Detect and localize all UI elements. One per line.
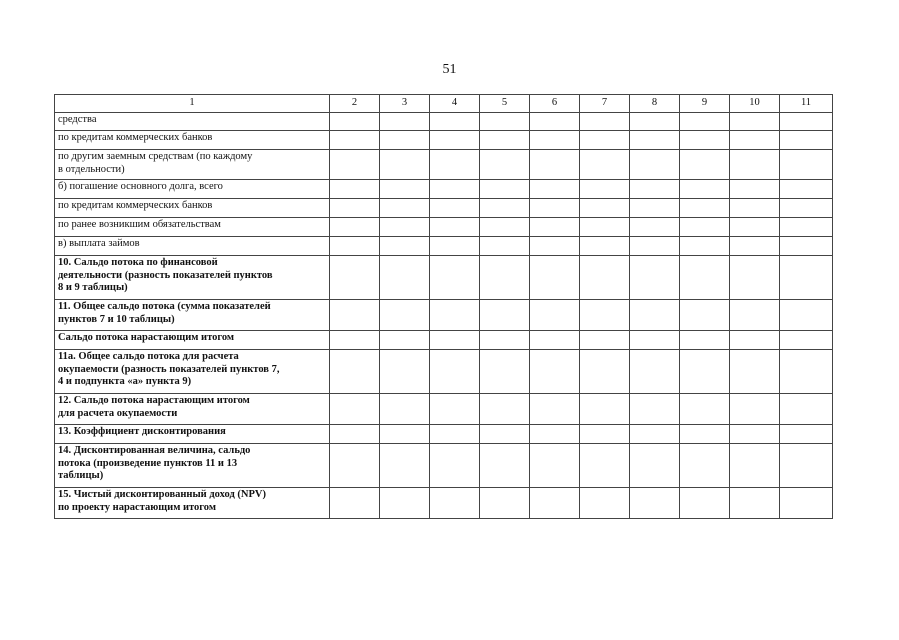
value-cell xyxy=(430,113,480,131)
value-cell xyxy=(380,425,430,444)
value-cell xyxy=(730,150,780,180)
value-cell xyxy=(530,300,580,331)
value-cell xyxy=(330,300,380,331)
value-cell xyxy=(430,131,480,150)
value-cell xyxy=(730,300,780,331)
row-label: средства xyxy=(55,113,330,131)
value-cell xyxy=(380,394,430,425)
value-cell xyxy=(380,300,430,331)
value-cell xyxy=(480,180,530,199)
row-label: 11. Общее сальдо потока (сумма показателей пунктов 7 и 10 таблицы) xyxy=(55,300,330,331)
value-cell xyxy=(430,256,480,300)
value-cell xyxy=(680,256,730,300)
value-cell xyxy=(680,425,730,444)
value-cell xyxy=(680,300,730,331)
table-row xyxy=(55,131,833,150)
value-cell xyxy=(380,150,430,180)
value-cell xyxy=(730,131,780,150)
value-cell xyxy=(630,199,680,218)
value-cell xyxy=(730,425,780,444)
value-cell xyxy=(480,113,530,131)
value-cell xyxy=(780,444,833,488)
value-cell xyxy=(530,350,580,394)
value-cell xyxy=(530,488,580,519)
value-cell xyxy=(480,218,530,237)
column-header: 10 xyxy=(730,95,780,113)
value-cell xyxy=(780,425,833,444)
value-cell xyxy=(480,150,530,180)
value-cell xyxy=(630,488,680,519)
value-cell xyxy=(430,488,480,519)
row-label: по кредитам коммерческих банков xyxy=(55,199,330,218)
value-cell xyxy=(380,488,430,519)
value-cell xyxy=(680,237,730,256)
row-label: б) погашение основного долга, всего xyxy=(55,180,330,199)
value-cell xyxy=(430,350,480,394)
value-cell xyxy=(580,237,630,256)
value-cell xyxy=(780,131,833,150)
value-cell xyxy=(730,444,780,488)
value-cell xyxy=(380,256,430,300)
value-cell xyxy=(730,488,780,519)
column-header: 4 xyxy=(430,95,480,113)
value-cell xyxy=(680,218,730,237)
value-cell xyxy=(330,394,380,425)
value-cell xyxy=(530,331,580,350)
value-cell xyxy=(330,150,380,180)
value-cell xyxy=(430,199,480,218)
value-cell xyxy=(780,488,833,519)
value-cell xyxy=(380,113,430,131)
value-cell xyxy=(580,113,630,131)
column-header: 9 xyxy=(680,95,730,113)
value-cell xyxy=(730,350,780,394)
value-cell xyxy=(480,199,530,218)
value-cell xyxy=(380,350,430,394)
value-cell xyxy=(580,394,630,425)
value-cell xyxy=(430,150,480,180)
value-cell xyxy=(730,394,780,425)
value-cell xyxy=(330,350,380,394)
value-cell xyxy=(530,237,580,256)
value-cell xyxy=(630,394,680,425)
value-cell xyxy=(480,350,530,394)
value-cell xyxy=(580,199,630,218)
value-cell xyxy=(580,300,630,331)
value-cell xyxy=(580,350,630,394)
value-cell xyxy=(380,131,430,150)
row-label: по другим заемным средствам (по каждому в отдельности) xyxy=(55,150,330,180)
value-cell xyxy=(480,237,530,256)
value-cell xyxy=(530,113,580,131)
value-cell xyxy=(480,425,530,444)
value-cell xyxy=(630,256,680,300)
table-row xyxy=(55,350,833,394)
value-cell xyxy=(630,350,680,394)
value-cell xyxy=(680,350,730,394)
value-cell xyxy=(380,180,430,199)
value-cell xyxy=(530,150,580,180)
value-cell xyxy=(580,180,630,199)
value-cell xyxy=(580,131,630,150)
value-cell xyxy=(430,394,480,425)
table-row xyxy=(55,256,833,300)
value-cell xyxy=(780,256,833,300)
column-header: 3 xyxy=(380,95,430,113)
row-label: 14. Дисконтированная величина, сальдо потока (произведение пунктов 11 и 13 таблицы) xyxy=(55,444,330,488)
row-label: 10. Сальдо потока по финансовой деятельности (разность показателей пунктов 8 и 9 таблицы) xyxy=(55,256,330,300)
value-cell xyxy=(580,444,630,488)
value-cell xyxy=(330,180,380,199)
column-header: 11 xyxy=(780,95,833,113)
value-cell xyxy=(630,237,680,256)
value-cell xyxy=(580,425,630,444)
value-cell xyxy=(730,113,780,131)
value-cell xyxy=(730,331,780,350)
table-row xyxy=(55,218,833,237)
value-cell xyxy=(480,331,530,350)
value-cell xyxy=(680,394,730,425)
value-cell xyxy=(580,488,630,519)
row-label: по кредитам коммерческих банков xyxy=(55,131,330,150)
value-cell xyxy=(430,300,480,331)
value-cell xyxy=(630,331,680,350)
value-cell xyxy=(580,150,630,180)
value-cell xyxy=(680,150,730,180)
value-cell xyxy=(430,444,480,488)
value-cell xyxy=(680,180,730,199)
value-cell xyxy=(580,256,630,300)
value-cell xyxy=(680,199,730,218)
value-cell xyxy=(780,199,833,218)
value-cell xyxy=(330,488,380,519)
value-cell xyxy=(580,218,630,237)
header-row xyxy=(55,95,833,113)
table-row xyxy=(55,425,833,444)
value-cell xyxy=(680,131,730,150)
value-cell xyxy=(730,180,780,199)
row-label: 15. Чистый дисконтированный доход (NPV) по проекту нарастающим итогом xyxy=(55,488,330,519)
table-row xyxy=(55,444,833,488)
column-header: 6 xyxy=(530,95,580,113)
row-label: в) выплата займов xyxy=(55,237,330,256)
value-cell xyxy=(730,218,780,237)
value-cell xyxy=(330,425,380,444)
table-body xyxy=(55,113,833,519)
table-row xyxy=(55,199,833,218)
value-cell xyxy=(380,331,430,350)
table-row xyxy=(55,113,833,131)
value-cell xyxy=(430,331,480,350)
column-header: 2 xyxy=(330,95,380,113)
value-cell xyxy=(480,300,530,331)
value-cell xyxy=(780,237,833,256)
value-cell xyxy=(330,331,380,350)
value-cell xyxy=(780,218,833,237)
column-header: 7 xyxy=(580,95,630,113)
value-cell xyxy=(530,444,580,488)
value-cell xyxy=(530,218,580,237)
value-cell xyxy=(630,150,680,180)
value-cell xyxy=(530,425,580,444)
table-row xyxy=(55,394,833,425)
row-label: 13. Коэффициент дисконтирования xyxy=(55,425,330,444)
column-header: 1 xyxy=(55,95,330,113)
value-cell xyxy=(680,113,730,131)
value-cell xyxy=(580,331,630,350)
financial-flow-table xyxy=(54,94,833,519)
value-cell xyxy=(780,180,833,199)
value-cell xyxy=(730,199,780,218)
table-row xyxy=(55,150,833,180)
value-cell xyxy=(730,237,780,256)
value-cell xyxy=(330,237,380,256)
value-cell xyxy=(330,131,380,150)
value-cell xyxy=(680,331,730,350)
value-cell xyxy=(480,488,530,519)
value-cell xyxy=(480,394,530,425)
row-label: 12. Сальдо потока нарастающим итогом для расчета окупаемости xyxy=(55,394,330,425)
value-cell xyxy=(330,444,380,488)
value-cell xyxy=(780,331,833,350)
value-cell xyxy=(380,199,430,218)
value-cell xyxy=(430,218,480,237)
table-row xyxy=(55,237,833,256)
value-cell xyxy=(530,180,580,199)
table-row xyxy=(55,488,833,519)
value-cell xyxy=(330,199,380,218)
value-cell xyxy=(380,444,430,488)
value-cell xyxy=(630,113,680,131)
value-cell xyxy=(530,131,580,150)
value-cell xyxy=(630,444,680,488)
value-cell xyxy=(630,300,680,331)
value-cell xyxy=(630,218,680,237)
value-cell xyxy=(630,425,680,444)
value-cell xyxy=(730,256,780,300)
table-row xyxy=(55,180,833,199)
column-header: 8 xyxy=(630,95,680,113)
page-number: 51 xyxy=(442,62,457,77)
value-cell xyxy=(430,425,480,444)
value-cell xyxy=(780,113,833,131)
row-label: 11а. Общее сальдо потока для расчета окупаемости (разность показателей пунктов 7, 4 и подпункта «а» пункта 9) xyxy=(55,350,330,394)
value-cell xyxy=(530,199,580,218)
value-cell xyxy=(530,394,580,425)
table-row xyxy=(55,331,833,350)
value-cell xyxy=(630,131,680,150)
value-cell xyxy=(630,180,680,199)
value-cell xyxy=(480,256,530,300)
value-cell xyxy=(380,218,430,237)
value-cell xyxy=(680,488,730,519)
value-cell xyxy=(680,444,730,488)
value-cell xyxy=(530,256,580,300)
value-cell xyxy=(780,300,833,331)
table-row xyxy=(55,300,833,331)
value-cell xyxy=(430,237,480,256)
value-cell xyxy=(380,237,430,256)
value-cell xyxy=(780,150,833,180)
row-label: по ранее возникшим обязательствам xyxy=(55,218,330,237)
value-cell xyxy=(480,131,530,150)
value-cell xyxy=(780,350,833,394)
value-cell xyxy=(480,444,530,488)
value-cell xyxy=(330,113,380,131)
value-cell xyxy=(330,218,380,237)
value-cell xyxy=(430,180,480,199)
column-header: 5 xyxy=(480,95,530,113)
value-cell xyxy=(330,256,380,300)
value-cell xyxy=(780,394,833,425)
row-label: Сальдо потока нарастающим итогом xyxy=(55,331,330,350)
